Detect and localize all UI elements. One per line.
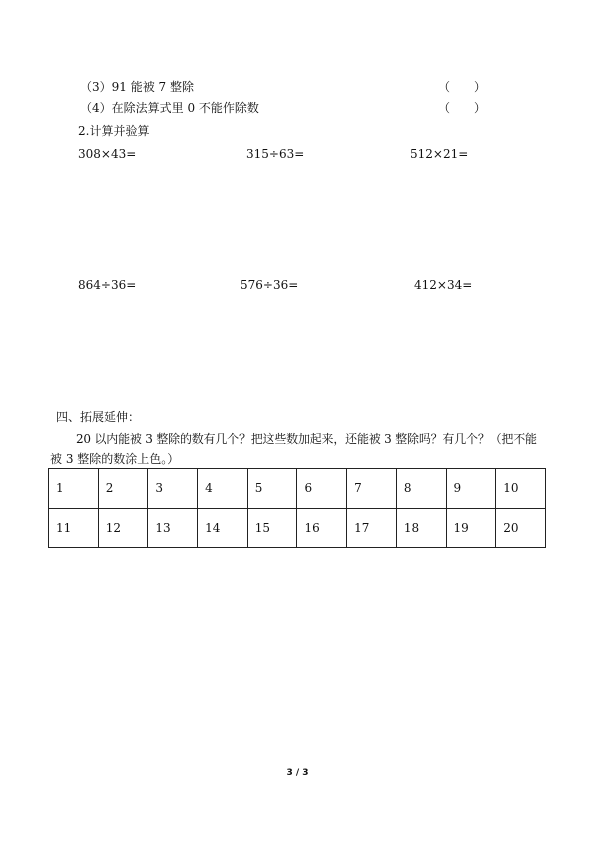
grid-cell-17[interactable]: 17 bbox=[347, 508, 397, 548]
grid-cell-7[interactable]: 7 bbox=[347, 469, 397, 509]
grid-row-2 bbox=[49, 508, 546, 548]
grid-cell-14[interactable]: 14 bbox=[198, 508, 248, 548]
grid-cell-4[interactable]: 4 bbox=[198, 469, 248, 509]
grid-cell-15[interactable]: 15 bbox=[247, 508, 297, 548]
calc-problem-4: 864÷36= bbox=[78, 278, 137, 292]
calc-problem-3: 512×21= bbox=[410, 147, 469, 161]
judgement-item-4: （4）在除法算式里 0 不能作除数 bbox=[80, 101, 259, 115]
calc-problem-6: 412×34= bbox=[414, 278, 473, 292]
extension-heading: 四、拓展延伸： bbox=[56, 410, 141, 424]
grid-row-1 bbox=[49, 469, 546, 509]
grid-cell-20[interactable]: 20 bbox=[496, 508, 546, 548]
grid-cell-6[interactable]: 6 bbox=[297, 469, 347, 509]
extension-question-line2: 被 3 整除的数涂上色。） bbox=[50, 452, 180, 466]
calc-problem-1: 308×43= bbox=[78, 147, 137, 161]
page-number: 3 / 3 bbox=[286, 768, 309, 778]
answer-blank-4[interactable]: （ ） bbox=[438, 101, 487, 115]
judgement-item-3: （3）91 能被 7 整除 bbox=[80, 80, 194, 94]
grid-cell-13[interactable]: 13 bbox=[148, 508, 198, 548]
grid-cell-3[interactable]: 3 bbox=[148, 469, 198, 509]
grid-cell-2[interactable]: 2 bbox=[98, 469, 148, 509]
grid-cell-18[interactable]: 18 bbox=[396, 508, 446, 548]
grid-cell-5[interactable]: 5 bbox=[247, 469, 297, 509]
calc-section-title: 2.计算并验算 bbox=[78, 124, 150, 138]
grid-cell-11[interactable]: 11 bbox=[49, 508, 99, 548]
extension-question-line1: 20 以内能被 3 整除的数有几个？把这些数加起来，还能被 3 整除吗？有几个？（把不能 bbox=[76, 432, 537, 446]
calc-problem-5: 576÷36= bbox=[240, 278, 299, 292]
calc-problem-2: 315÷63= bbox=[246, 147, 305, 161]
answer-blank-3[interactable]: （ ） bbox=[438, 80, 487, 94]
grid-cell-16[interactable]: 16 bbox=[297, 508, 347, 548]
grid-cell-10[interactable]: 10 bbox=[496, 469, 546, 509]
grid-cell-1[interactable]: 1 bbox=[49, 469, 99, 509]
grid-cell-9[interactable]: 9 bbox=[446, 469, 496, 509]
number-grid bbox=[48, 468, 546, 548]
grid-cell-19[interactable]: 19 bbox=[446, 508, 496, 548]
grid-cell-8[interactable]: 8 bbox=[396, 469, 446, 509]
grid-cell-12[interactable]: 12 bbox=[98, 508, 148, 548]
